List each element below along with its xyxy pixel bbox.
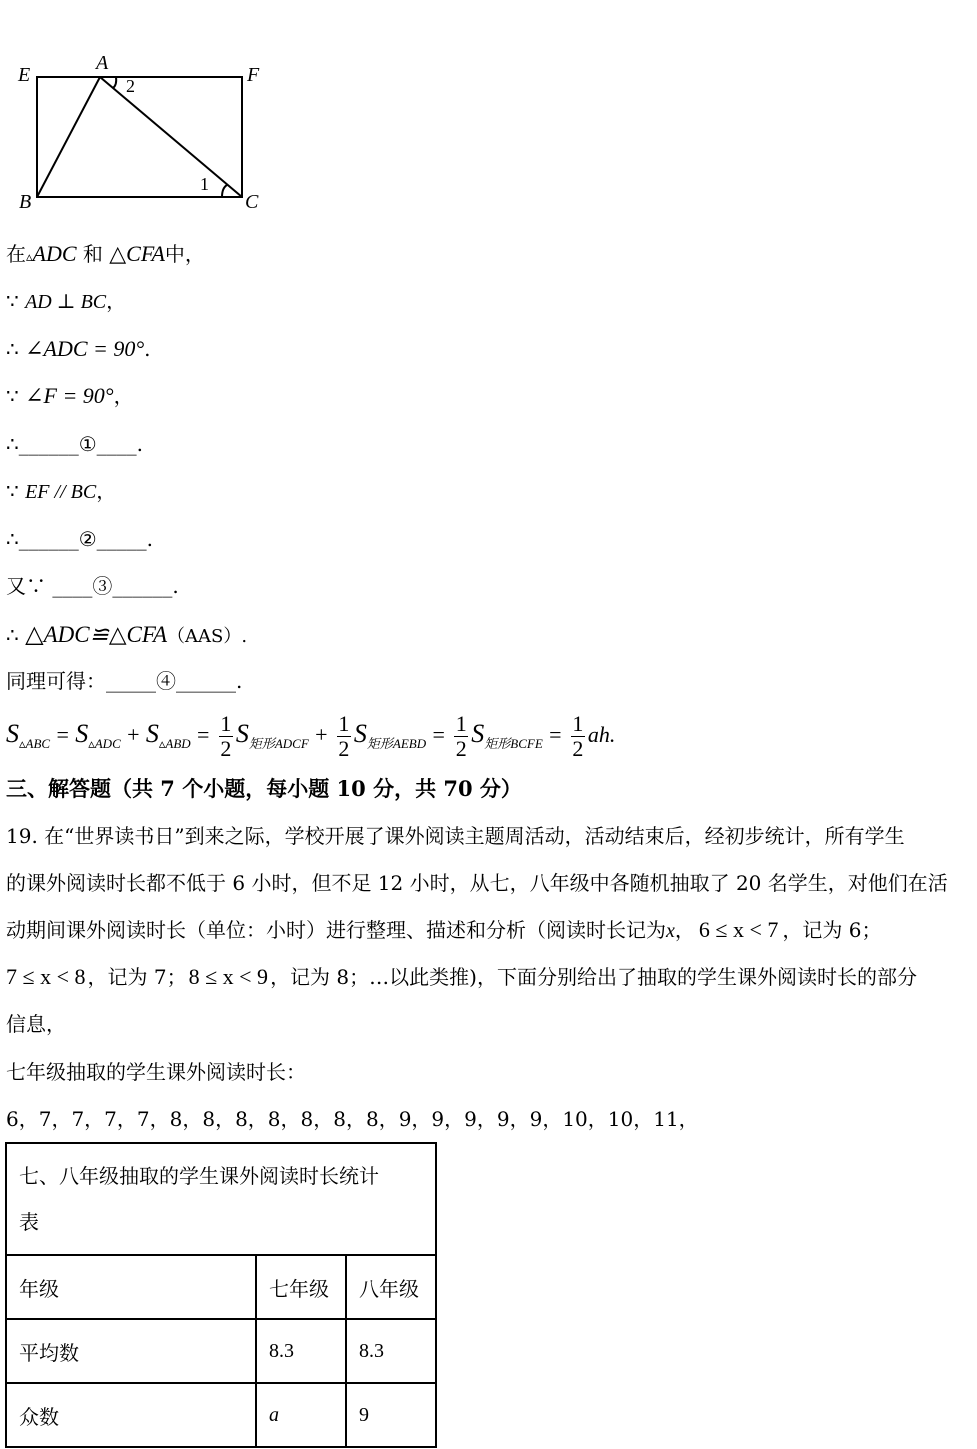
label-angle-1: 1 — [200, 174, 209, 194]
equals: = — [56, 722, 69, 747]
fraction-half — [454, 712, 468, 761]
numerator: 1 — [220, 711, 232, 736]
therefore-symbol: ∴ — [6, 432, 19, 456]
therefore-symbol: ∴ — [6, 527, 19, 551]
subscript: ▵ADC — [88, 736, 121, 751]
proof-line-10 — [6, 667, 242, 695]
text: 和 — [82, 242, 103, 266]
numerator: 1 — [572, 711, 584, 736]
proof-line-1 — [6, 240, 205, 272]
table-cell: 8.3 — [256, 1319, 346, 1383]
q19-line-6: 七年级抽取的学生课外阅读时长： — [6, 1060, 306, 1084]
table-header-row — [6, 1255, 436, 1319]
header-cell: 七年级 — [256, 1255, 346, 1319]
text: （AAS）. — [167, 626, 248, 647]
table-cell: 9 — [346, 1383, 436, 1447]
proof-line-3 — [6, 335, 151, 363]
table-cell: 平均数 — [6, 1319, 256, 1383]
label-point-c: C — [245, 191, 259, 213]
symbol-s: S — [75, 719, 89, 748]
denominator: 2 — [455, 736, 467, 761]
subscript: 矩形BCFE — [484, 736, 543, 751]
var-x: x — [666, 920, 675, 942]
text: 又 — [6, 574, 26, 598]
proof-line-7 — [6, 525, 153, 553]
text: ，记为 7； — [87, 965, 187, 989]
section-heading: 三、解答题（共 7 个小题，每小题 10 分，共 70 分） — [6, 776, 522, 801]
triangle-adc: ADC — [32, 241, 77, 266]
table-cell: a — [256, 1383, 346, 1447]
proof-line-2 — [6, 287, 126, 316]
q19-line-5: 信息， — [6, 1012, 66, 1036]
proof-line-6 — [6, 477, 116, 506]
blank-2: ______②_____. — [18, 527, 154, 551]
fraction-half — [219, 712, 233, 761]
text-blank-4: 同理可得：_____④______. — [6, 669, 243, 693]
area-equation — [6, 704, 615, 774]
equals: = — [197, 722, 210, 747]
text: ，记为 8；…以此类推)，下面分别给出了抽取的学生课外阅读时长的部分 — [270, 965, 917, 989]
text: 动期间课外阅读时长（单位：小时）进行整理、描述和分析（阅读时长记为 — [6, 918, 666, 942]
q19-line-2: 的课外阅读时长都不低于 6 小时，但不足 12 小时，从七，八年级中各随机抽取了 20 名学生，对他们在活 — [6, 871, 948, 895]
text: ， — [106, 289, 127, 313]
plus: + — [127, 722, 140, 747]
symbol-s: S — [353, 719, 367, 748]
header-cell: 年级 — [6, 1255, 256, 1319]
subscript: 矩形AEBD — [366, 736, 427, 751]
angle-arc-2 — [113, 77, 116, 88]
because-symbol: ∵ — [26, 574, 46, 598]
inequality: 8 ≤ x < 9 — [188, 964, 269, 989]
math-angle-adc: ∠ADC = 90° — [25, 336, 145, 361]
math-angle-f: ∠F = 90° — [25, 383, 114, 408]
caption-line-1: 七、八年级抽取的学生课外阅读时长统计 — [19, 1164, 379, 1188]
subscript: ▵ABD — [158, 736, 191, 751]
text: 在 — [6, 242, 26, 266]
text: 中， — [164, 242, 205, 266]
symbol-s: S — [235, 719, 249, 748]
denominator: 2 — [338, 736, 350, 761]
plus: + — [315, 722, 328, 747]
inequality: 6 ≤ x < 7 — [698, 917, 779, 942]
header-cell: 八年级 — [346, 1255, 436, 1319]
blank-1: ______①____. — [18, 432, 144, 456]
label-point-f: F — [247, 64, 260, 86]
table-row — [6, 1383, 436, 1447]
text: ，记为 6； — [782, 918, 882, 942]
text: ， — [96, 479, 117, 503]
because-symbol: ∵ — [6, 289, 19, 313]
subscript: ▵ABC — [19, 736, 51, 751]
small-triangle-symbol: ▵ — [26, 250, 33, 265]
label-point-b: B — [19, 191, 32, 213]
math-ah: ah. — [587, 722, 616, 747]
math-ad-perp-bc: AD ⊥ BC — [25, 291, 107, 313]
fraction-half — [571, 712, 585, 761]
label-angle-2: 2 — [126, 76, 135, 96]
angle-arc-1 — [222, 185, 227, 197]
symbol-s: S — [145, 719, 159, 748]
denominator: 2 — [572, 736, 584, 761]
therefore-symbol: ∴ — [6, 623, 19, 647]
q19-line-1: 19. 在“世界读书日”到来之际，学校开展了课外阅读主题周活动，活动结束后，经初步统计，所有学生 — [6, 824, 905, 848]
q19-line-7: 6，7，7，7，7，8，8，8，8，8，8，8，9，9，9，9，9，10，10，11， — [6, 1107, 699, 1131]
numerator: 1 — [455, 711, 467, 736]
triangle-cfa: CFA — [126, 241, 165, 266]
because-symbol: ∵ — [6, 384, 19, 408]
table-caption-row — [6, 1143, 436, 1255]
q19-line-3 — [6, 916, 881, 945]
symbol-s: S — [471, 719, 485, 748]
math-ef-parallel-bc: EF // BC — [25, 481, 97, 503]
text: . — [144, 337, 151, 361]
segment-ac — [100, 77, 242, 197]
text: ， — [113, 384, 134, 408]
equals: = — [549, 722, 562, 747]
table-row — [6, 1319, 436, 1383]
congruence-statement: ADC≌△CFA — [43, 622, 167, 647]
statistics-table — [5, 1142, 437, 1448]
because-symbol: ∵ — [6, 479, 19, 503]
proof-line-8 — [6, 572, 179, 600]
table-cell: 众数 — [6, 1383, 256, 1447]
label-point-e: E — [18, 64, 31, 86]
table-caption — [6, 1143, 436, 1255]
geometry-figure — [0, 45, 280, 220]
segment-ab — [37, 77, 100, 197]
blank-3: ____③______. — [52, 574, 179, 598]
triangle-symbol: △ — [109, 242, 127, 267]
therefore-symbol: ∴ — [6, 337, 19, 361]
symbol-s: S — [6, 719, 19, 748]
inequality: 7 ≤ x < 8 — [6, 964, 86, 989]
numerator: 1 — [338, 711, 350, 736]
proof-line-5 — [6, 430, 143, 458]
caption-line-2: 表 — [19, 1210, 39, 1234]
equals: = — [432, 722, 445, 747]
subscript: 矩形ADCF — [248, 736, 309, 751]
label-point-a: A — [96, 52, 109, 74]
triangle-symbol: △ — [25, 620, 44, 648]
q19-line-4 — [6, 963, 917, 991]
denominator: 2 — [220, 736, 232, 761]
proof-line-9 — [6, 620, 247, 651]
text: ， — [674, 918, 695, 942]
fraction-half — [337, 712, 351, 761]
table-cell: 8.3 — [346, 1319, 436, 1383]
proof-line-4 — [6, 382, 134, 410]
